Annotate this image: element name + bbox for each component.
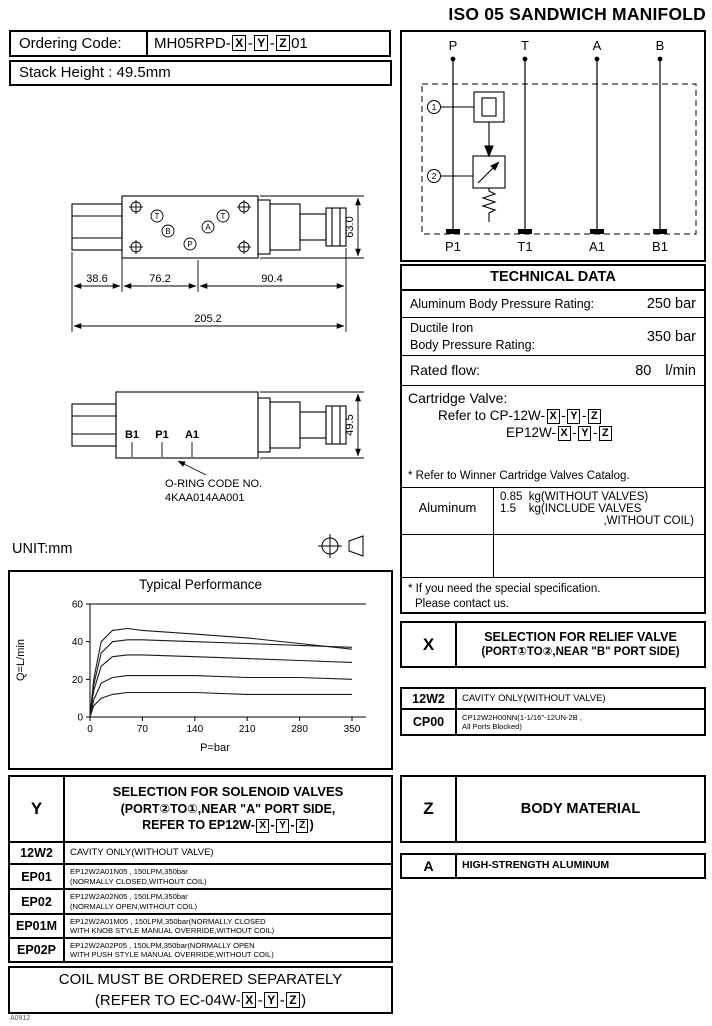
x-row-cp00-code: CP00 xyxy=(402,710,457,734)
y-table-row-ep02 xyxy=(8,888,393,915)
schematic-port-a1: A1 xyxy=(589,239,605,254)
cartridge-ref-ep xyxy=(408,425,698,441)
ordering-code-sep1: - xyxy=(247,35,253,52)
schematic-port-t1: T1 xyxy=(517,239,533,254)
weight-line2: 1.5 kg(INCLUDE VALVES xyxy=(500,503,642,515)
cartridge-cp-y-box: Y xyxy=(567,409,580,424)
y-row-ep01-code: EP01 xyxy=(10,865,65,888)
oring-note-line2: 4KAA014AA001 xyxy=(165,492,245,504)
y-row-ep02-desc-line2: (NORMALLY OPEN,WITHOUT COIL) xyxy=(70,901,197,911)
relief-valve-symbol xyxy=(441,92,506,222)
port-2-number: 2 xyxy=(431,171,437,181)
y-tick-0: 0 xyxy=(77,712,83,724)
z-table-row-a xyxy=(400,853,706,879)
y-table-row-ep01m xyxy=(8,913,393,939)
rated-flow-value xyxy=(635,363,696,379)
y-row-ep02-desc-line1: EP12W2A02N05 , 150LPM,350bar xyxy=(70,892,188,902)
ordering-code-prefix: MH05RPD- xyxy=(154,35,231,52)
dim-38-6: 38.6 xyxy=(86,273,108,285)
y-row-ep01m-desc-line1: EP12W2A01M05 , 150LPM,350bar(NORMALLY CLOSED xyxy=(70,916,266,926)
ordering-code-row xyxy=(9,30,391,57)
y-row-12w2-desc: CAVITY ONLY(WITHOUT VALVE) xyxy=(70,847,214,859)
schematic-port-b: B xyxy=(655,38,665,53)
cartridge-catalog-note: * Refer to Winner Cartridge Valves Catalog. xyxy=(408,470,630,482)
chart-x-axis-label: P=bar xyxy=(200,742,230,754)
z-table-rows xyxy=(400,853,706,879)
y-tick-20: 20 xyxy=(71,674,83,686)
special-spec-note xyxy=(402,578,704,616)
special-spec-note-line1: * If you need the special specification. xyxy=(408,583,601,595)
x-table-title-line1: SELECTION FOR RELIEF VALVE xyxy=(484,629,677,644)
x-row-12w2-desc: CAVITY ONLY(WITHOUT VALVE) xyxy=(462,692,606,704)
x-row-cp00-desc xyxy=(457,710,704,734)
port-1-number: 1 xyxy=(431,102,437,112)
x-table-rows xyxy=(400,687,706,736)
x-table-title xyxy=(457,623,704,666)
y-table-rows xyxy=(8,841,393,963)
x-tick-70: 70 xyxy=(136,724,148,735)
port-a-label: A xyxy=(205,223,211,232)
technical-data-header xyxy=(400,264,706,291)
curve-5 xyxy=(90,693,352,718)
y-row-ep01m-desc xyxy=(65,915,391,937)
technical-data-body xyxy=(400,289,706,614)
y-table-row-12w2 xyxy=(8,841,393,865)
weight-line3: ,WITHOUT COIL) xyxy=(603,515,694,527)
y-table-title-line2: (PORT②TO①,NEAR "A" PORT SIDE, xyxy=(120,802,336,817)
schematic-port-a: A xyxy=(592,38,602,53)
ordering-code-x-box: X xyxy=(232,35,246,51)
y-row-ep02p-desc xyxy=(65,939,391,961)
y-title-suffix: ) xyxy=(309,818,314,833)
y-tick-60: 60 xyxy=(71,599,83,611)
coil-ref-suffix: ) xyxy=(301,992,307,1009)
y-table-title-line3 xyxy=(142,817,314,833)
z-row-a-code: A xyxy=(402,855,457,877)
x-row-cp00-desc-line2: All Ports Blocked) xyxy=(462,722,522,731)
x-table-row-12w2 xyxy=(400,687,706,710)
performance-chart-panel xyxy=(8,570,393,770)
page-title: ISO 05 SANDWICH MANIFOLD xyxy=(448,4,706,24)
ordering-code-z-box: Z xyxy=(276,35,289,51)
side-port-a1-label: A1 xyxy=(184,429,200,441)
curve-1 xyxy=(90,629,352,718)
y-row-ep02p-desc-line1: EP12W2A02P05 , 150LPM,350bar(NORMALLY OPEN xyxy=(70,940,255,950)
ductile-label-line2: Body Pressure Rating: xyxy=(410,337,536,352)
port-p-label: P xyxy=(187,240,193,249)
ordering-code-sep2: - xyxy=(269,35,275,52)
pressure-rating-aluminum-label: Aluminum Body Pressure Rating: xyxy=(410,296,595,311)
special-spec-note-line2: Please contact us. xyxy=(415,597,509,610)
ductile-label-line1: Ductile Iron xyxy=(410,321,474,336)
dim-90-4: 90.4 xyxy=(261,273,283,285)
sep: - xyxy=(561,408,566,423)
stack-height-label: Stack Height : 49.5mm xyxy=(9,60,392,86)
cartridge-cp-x-box: X xyxy=(547,409,560,424)
cartridge-ep-z-box: Z xyxy=(599,426,612,441)
oring-leader-line xyxy=(178,461,206,475)
hydraulic-schematic-panel xyxy=(400,30,706,262)
rated-flow-unit: l/min xyxy=(665,362,696,379)
schematic-port-p1: P1 xyxy=(445,239,461,254)
pressure-rating-aluminum-value: 250 bar xyxy=(646,296,696,312)
z-table-title-text: BODY MATERIAL xyxy=(520,800,641,817)
ordering-code-y-box: Y xyxy=(254,35,268,51)
y-tick-40: 40 xyxy=(71,637,83,649)
schematic-port-b1: B1 xyxy=(652,239,668,254)
weight-material-cell: Aluminum xyxy=(402,488,494,577)
sep: - xyxy=(290,818,295,833)
coil-note xyxy=(8,966,393,1014)
y-title-z-box: Z xyxy=(296,819,308,833)
z-table-key: Z xyxy=(402,777,457,841)
cartridge-ep-y-box: Y xyxy=(578,426,591,441)
y-table-row-ep01 xyxy=(8,863,393,890)
port-marks xyxy=(151,210,229,250)
y-row-ep01m-desc-line2: WITH KNOB STYLE MANUAL OVERRIDE,WITHOUT COIL) xyxy=(70,926,275,935)
z-table-header xyxy=(400,775,706,843)
side-port-b1-label: B1 xyxy=(124,429,140,441)
y-row-ep02p-desc-line2: WITH PUSH STYLE MANUAL OVERRIDE,WITHOUT COIL) xyxy=(70,950,274,959)
sep: - xyxy=(592,424,598,440)
y-table-title xyxy=(65,777,391,841)
weight-table-divider xyxy=(401,534,705,535)
y-title-ep12w-prefix: REFER TO EP12W- xyxy=(142,818,255,833)
port-t2-label: T xyxy=(220,212,226,221)
x-tick-140: 140 xyxy=(186,724,204,735)
pressure-rating-ductile-label xyxy=(410,320,535,353)
coil-z-box: Z xyxy=(286,992,299,1008)
y-row-ep01m-code: EP01M xyxy=(10,915,65,937)
x-tick-0: 0 xyxy=(87,724,93,735)
z-row-a-desc: HIGH-STRENGTH ALUMINUM xyxy=(462,859,610,872)
z-table-title xyxy=(457,777,704,841)
cartridge-ep-x-box: X xyxy=(558,426,571,441)
sep: - xyxy=(279,992,285,1009)
side-port-p1-label: P1 xyxy=(155,429,169,441)
x-tick-350: 350 xyxy=(343,724,361,735)
y-table-row-ep02p xyxy=(8,937,393,963)
chart-y-axis-label: Q=L/min xyxy=(15,639,27,681)
y-table-header xyxy=(8,775,393,843)
x-row-12w2-code: 12W2 xyxy=(402,689,457,708)
ordering-code-value xyxy=(146,30,391,57)
rated-flow-row xyxy=(402,356,704,386)
chart-title: Typical Performance xyxy=(138,577,263,592)
port-t1-label: T xyxy=(154,212,160,221)
y-row-ep02-code: EP02 xyxy=(10,890,65,913)
schematic-port-t: T xyxy=(521,38,529,53)
schematic-bottom-port-icons xyxy=(446,229,667,234)
sep: - xyxy=(581,408,587,423)
unit-label: UNIT:mm xyxy=(12,541,73,557)
cartridge-ref-cp xyxy=(408,408,698,424)
dimension-drawing xyxy=(8,86,395,568)
side-view xyxy=(72,392,346,458)
pressure-rating-aluminum-row xyxy=(402,291,704,318)
sep: - xyxy=(572,424,577,440)
dim-63-0: 63.0 xyxy=(344,216,356,238)
curve-3 xyxy=(90,655,352,717)
port-b-label: B xyxy=(165,227,171,236)
y-table-key: Y xyxy=(10,777,65,841)
y-row-ep01-desc xyxy=(65,865,391,888)
x-tick-280: 280 xyxy=(291,724,308,735)
cartridge-cp-z-box: Z xyxy=(588,409,601,424)
coil-ref-prefix: (REFER TO EC-04W- xyxy=(94,992,241,1009)
curve-4 xyxy=(90,676,352,717)
rated-flow-number: 80 xyxy=(635,362,652,379)
x-table-header xyxy=(400,621,706,668)
coil-note-line1: COIL MUST BE ORDERED SEPARATELY xyxy=(58,971,343,988)
sep: - xyxy=(257,992,263,1009)
y-row-ep01-desc-line1: EP12W2A01N05 , 150LPM,350bar xyxy=(70,867,188,877)
y-row-ep02p-code: EP02P xyxy=(10,939,65,961)
cartridge-ref-cp-prefix: Refer to CP-12W- xyxy=(438,408,546,423)
y-row-ep01-desc-line2: (NORMALLY CLOSED,WITHOUT COIL) xyxy=(70,876,207,886)
weight-table xyxy=(402,488,704,578)
x-table-row-cp00 xyxy=(400,708,706,736)
cartridge-valve-section xyxy=(402,386,704,488)
weight-line1: 0.85 kg(WITHOUT VALVES) xyxy=(500,491,649,503)
technical-data-title: TECHNICAL DATA xyxy=(490,269,616,285)
schematic-port-p: P xyxy=(448,38,458,53)
ordering-code-suffix: 01 xyxy=(291,35,308,52)
schematic-port-dots xyxy=(451,57,663,62)
weight-value-cell xyxy=(494,488,704,577)
pressure-rating-ductile-row xyxy=(402,318,704,356)
x-table-key: X xyxy=(402,623,457,666)
dim-76-2: 76.2 xyxy=(149,273,171,285)
x-table-title-line2: (PORT①TO②,NEAR "B" PORT SIDE) xyxy=(481,646,680,659)
rated-flow-label: Rated flow: xyxy=(410,362,481,379)
y-row-12w2-code: 12W2 xyxy=(10,843,65,863)
sep: - xyxy=(270,818,275,833)
y-row-ep02-desc xyxy=(65,890,391,913)
coil-x-box: X xyxy=(242,992,256,1008)
doc-number: A0912 xyxy=(10,1015,31,1022)
oring-note-line1: O-RING CODE NO. xyxy=(165,478,263,490)
coil-y-box: Y xyxy=(264,992,278,1008)
hydraulic-schematic xyxy=(402,32,704,260)
third-angle-projection-icon xyxy=(318,534,363,558)
y-table-title-line1: SELECTION FOR SOLENOID VALVES xyxy=(112,784,344,800)
performance-chart xyxy=(10,594,391,768)
dim-49-5: 49.5 xyxy=(344,414,356,436)
pressure-rating-ductile-value: 350 bar xyxy=(646,328,696,345)
dim-205-2: 205.2 xyxy=(194,313,222,325)
y-title-x-box: X xyxy=(256,819,269,833)
x-row-cp00-desc-line1: CP12W2H00NN(1-1/16"-12UN-2B , xyxy=(462,712,583,722)
cartridge-valve-title: Cartridge Valve: xyxy=(408,390,508,406)
x-tick-210: 210 xyxy=(238,724,256,735)
y-title-y-box: Y xyxy=(276,819,289,833)
ordering-code-label: Ordering Code: xyxy=(9,30,148,57)
coil-note-line2 xyxy=(95,990,306,1011)
cartridge-ref-ep-prefix: EP12W- xyxy=(506,424,557,440)
